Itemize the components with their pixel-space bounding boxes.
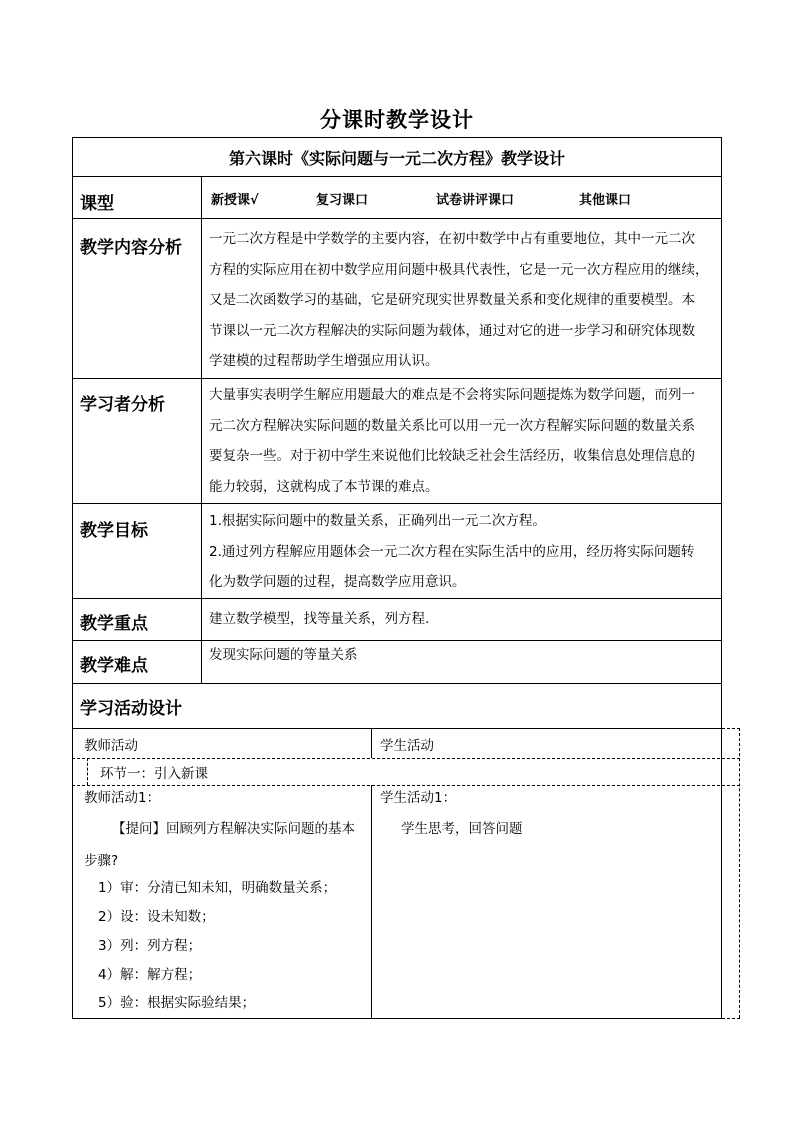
dashed-border (87, 758, 88, 785)
column-divider (201, 176, 202, 683)
difficulties-text: 发现实际问题的等量关系 (209, 647, 358, 663)
row-divider (72, 218, 722, 219)
row-divider (72, 503, 722, 504)
row-divider (72, 598, 722, 599)
section-title: 环节一：引入新课 (100, 766, 208, 782)
step-item: 2）设：设未知数； (98, 909, 215, 925)
row-divider (72, 176, 722, 177)
objectives-label: 教学目标 (80, 521, 148, 541)
dashed-divider (722, 728, 740, 729)
row-divider (72, 683, 722, 684)
step-item: 1）审：分清已知未知，明确数量关系； (98, 880, 337, 896)
learner-analysis-label: 学习者分析 (80, 395, 165, 415)
student-activity-title: 学生活动1： (380, 790, 457, 806)
row-divider (72, 640, 722, 641)
step-item: 5）验：根据实际验结果； (98, 995, 256, 1011)
course-title: 第六课时《实际问题与一元二次方程》教学设计 (228, 149, 565, 168)
step-item: 4）解：解方程； (98, 967, 202, 983)
dashed-divider (722, 1018, 740, 1019)
lesson-type-label: 课型 (80, 194, 114, 214)
teacher-activity-header: 教师活动 (84, 738, 138, 754)
content-analysis-label: 教学内容分析 (80, 238, 182, 258)
objectives-text: 1.根据实际问题中的数量关系，正确列出一元二次方程。 2.通过列方程解应用题体会一元二次方程在实际生活中的应用，经历将实际问题转 化为数学问题的过程，提高数学应用意识。 (209, 513, 695, 590)
difficulties-label: 教学难点 (80, 656, 148, 676)
lesson-type-option: 其他课口 (579, 193, 632, 208)
content-analysis-text: 一元二次方程是中学数学的主要内容，在初中数学中占有重要地位，其中一元二次 方程的实际应用在初中数学应用问题中极具代表性，它是一元一次方程应用的继续， 又是二次函数学习的基础，它是研究现实世界数量关系和变化规律的重要模型。本 节课以一元二次方程解决的实际问题为载体，通过对它的进一步学习和研究体现数 学建模的过程帮助学生增强应用认识。 (209, 231, 709, 369)
learner-analysis-text: 大量事实表明学生解应用题最大的难点是不会将实际问题提炼为数学问题，而列一 元二次方程解决实际问题的数量关系比可以用一元一次方程解实际问题的数量关系 要复杂一些。对于初中学生来说他们比较缺乏社会生活经历，收集信息处理信息的 能力较弱，这就构成了本节课的难点。 (209, 387, 695, 495)
page-title: 分课时教学设计 (320, 108, 474, 132)
dashed-border (739, 728, 740, 1018)
step-item: 3）列：列方程； (98, 938, 202, 954)
key-points-text: 建立数学模型，找等量关系，列方程. (209, 611, 430, 627)
row-divider (72, 728, 722, 729)
lesson-type-option: 复习课口 (316, 193, 369, 208)
lesson-type-option: 新授课√ (211, 193, 259, 208)
key-points-label: 教学重点 (80, 614, 148, 634)
question-text: 【提问】回顾列方程解决实际问题的基本 (112, 821, 355, 837)
activity-design-label: 学习活动设计 (80, 699, 182, 719)
student-activity-header: 学生活动 (380, 738, 434, 754)
student-response: 学生思考，回答问题 (401, 821, 523, 837)
lesson-type-option: 试卷讲评课口 (436, 193, 515, 208)
dashed-divider (72, 758, 740, 759)
column-divider (371, 785, 372, 1018)
teacher-activity-title: 教师活动1： (84, 790, 161, 806)
question-text: 步骤? (84, 853, 119, 869)
column-divider (371, 728, 372, 758)
row-divider (72, 378, 722, 379)
